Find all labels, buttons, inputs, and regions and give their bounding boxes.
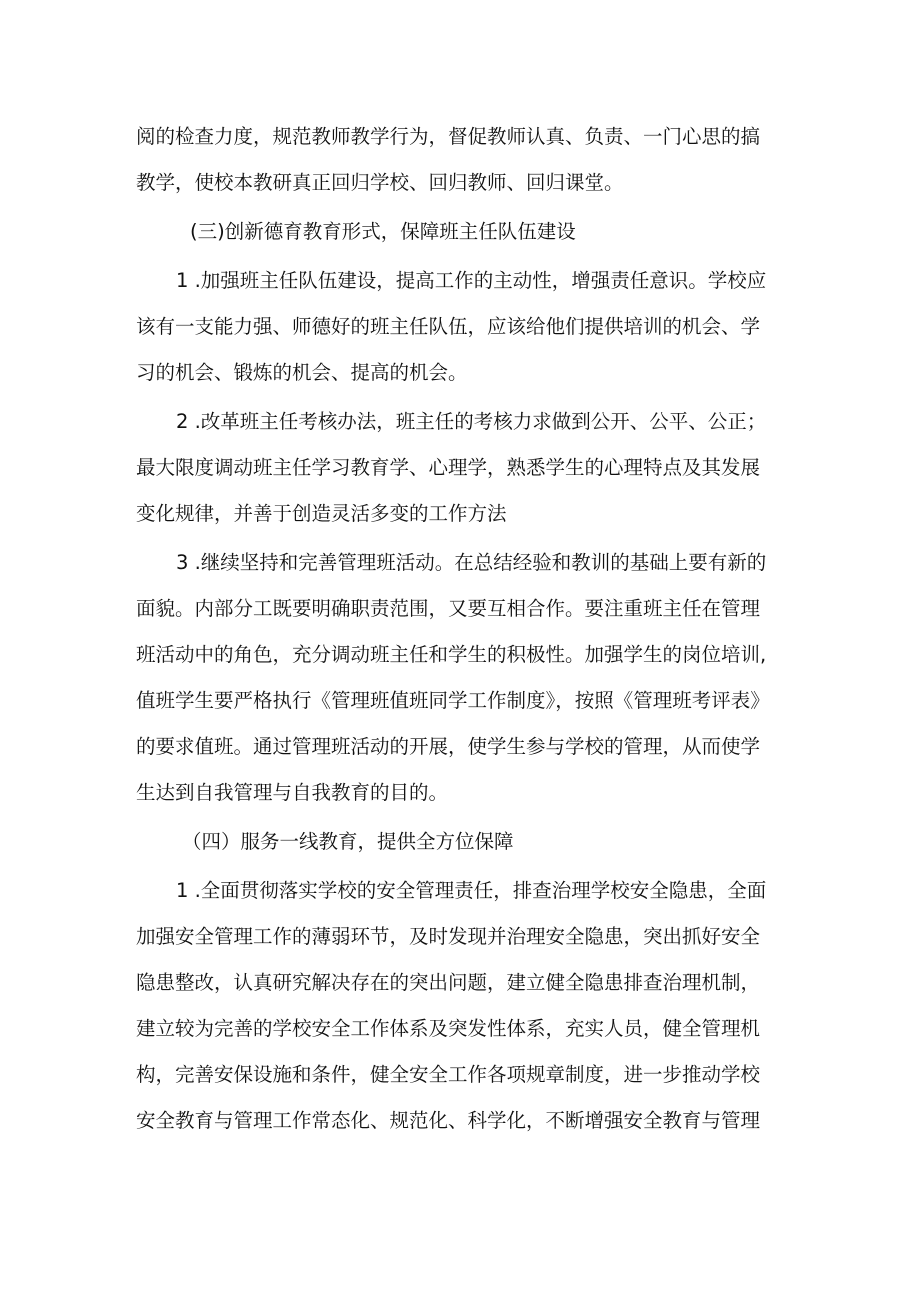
paragraph-line: 最大限度调动班主任学习教育学、心理学，熟悉学生的心理特点及其发展 [136,456,761,479]
paragraph-line: 构，完善安保设施和条件，健全安全工作各项规章制度，进一步推动学校 [136,1063,761,1086]
paragraph-line: 习的机会、锻炼的机会、提高的机会。 [136,361,468,384]
paragraph-line: 该有一支能力强、师德好的班主任队伍，应该给他们提供培训的机会、学 [136,315,761,338]
section-heading: (三)创新德育教育形式，保障班主任队伍建设 [190,220,576,243]
paragraph-line: 3 .继续坚持和完善管理班活动。在总结经验和教训的基础上要有新的 [176,551,767,574]
paragraph-line: 建立较为完善的学校安全工作体系及突发性体系，充实人员，健全管理机 [136,1017,761,1040]
paragraph-line: 教学，使校本教研真正回归学校、回归教师、回归课堂。 [136,171,624,194]
paragraph-line: 加强安全管理工作的薄弱环节，及时发现并治理安全隐患，突出抓好安全 [136,925,761,948]
section-heading: （四）服务一线教育，提供全方位保障 [182,830,514,853]
paragraph-line: 班活动中的角色，充分调动班主任和学生的积极性。加强学生的岗位培训, [136,643,767,666]
paragraph-line: 隐患整改，认真研究解决存在的突出问题，建立健全隐患排查治理机制， [136,971,761,994]
document-body [136,114,796,1144]
paragraph-line: 1 .全面贯彻落实学校的安全管理责任，排查治理学校安全隐患，全面 [176,879,767,902]
paragraph-line: 值班学生要严格执行《管理班值班同学工作制度》，按照《管理班考评表》 [136,689,770,712]
paragraph-line: 2 .改革班主任考核办法，班主任的考核力求做到公开、公平、公正； [176,410,767,433]
paragraph-line: 生达到自我管理与自我教育的目的。 [136,781,449,804]
paragraph-line: 变化规律，并善于创造灵活多变的工作方法 [136,502,507,525]
paragraph-line: 安全教育与管理工作常态化、规范化、科学化，不断增强安全教育与管理 [136,1109,761,1132]
paragraph-line: 面貌。内部分工既要明确职责范围，又要互相合作。要注重班主任在管理 [136,597,761,620]
paragraph-line: 的要求值班。通过管理班活动的开展，使学生参与学校的管理，从而使学 [136,735,761,758]
paragraph-line: 1 .加强班主任队伍建设，提高工作的主动性，增强责任意识。学校应 [176,269,767,292]
paragraph-line: 阅的检查力度，规范教师教学行为，督促教师认真、负责、一门心思的搞 [136,125,761,148]
